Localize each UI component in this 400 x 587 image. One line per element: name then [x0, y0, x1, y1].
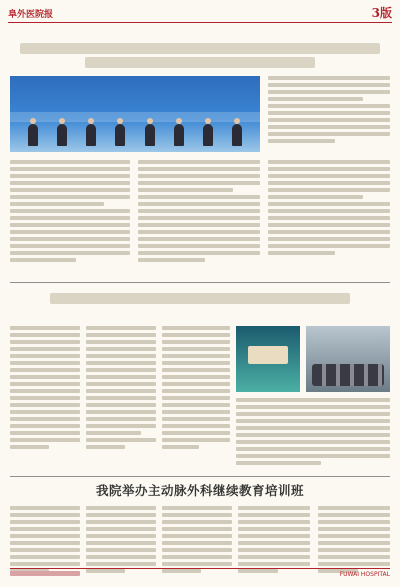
person-figure — [232, 124, 242, 146]
article-3-headline: 我院举办主动脉外科继续教育培训班 — [95, 483, 304, 498]
person-figure — [174, 124, 184, 146]
article-2-body-col-2 — [86, 326, 156, 452]
headline-placeholder-line — [20, 43, 380, 54]
person-figure — [57, 124, 67, 146]
guest-row — [18, 120, 252, 146]
conference-audience-photo — [306, 326, 390, 392]
article-3-body-col-1 — [10, 506, 80, 576]
section-divider — [10, 282, 390, 283]
article-3-body-col-4 — [238, 506, 310, 576]
conference-podium-photo — [236, 326, 300, 392]
page-number: 3版 — [371, 6, 392, 20]
article-1-body-right — [268, 76, 390, 146]
headline-placeholder-line — [85, 57, 315, 68]
footer-brand-mark — [10, 571, 80, 576]
headline-placeholder-line — [50, 293, 350, 304]
article-2-headline-placeholder — [10, 290, 390, 306]
footer-hospital-name: FUWAI HOSPITAL — [339, 571, 390, 578]
article-2-body-col-1 — [10, 326, 80, 452]
person-figure — [145, 124, 155, 146]
article-1-body-col-2 — [138, 160, 260, 265]
masthead-title: 阜外医院报 — [8, 10, 54, 20]
ceremony-photo — [10, 76, 260, 152]
article-3-body-col-5 — [318, 506, 390, 576]
article-2-body-col-3 — [162, 326, 230, 452]
person-figure — [28, 124, 38, 146]
article-1-body-col-3 — [268, 160, 390, 258]
article-1-body-col-1 — [10, 160, 130, 265]
article-2-body-right — [236, 398, 390, 468]
article-1-headline-placeholder — [10, 40, 390, 72]
person-figure — [86, 124, 96, 146]
page-footer — [10, 568, 390, 581]
article-3-body-col-2 — [86, 506, 156, 576]
masthead — [8, 6, 392, 23]
person-figure — [203, 124, 213, 146]
section-divider — [10, 476, 390, 477]
article-3-body-col-3 — [162, 506, 232, 576]
person-figure — [115, 124, 125, 146]
